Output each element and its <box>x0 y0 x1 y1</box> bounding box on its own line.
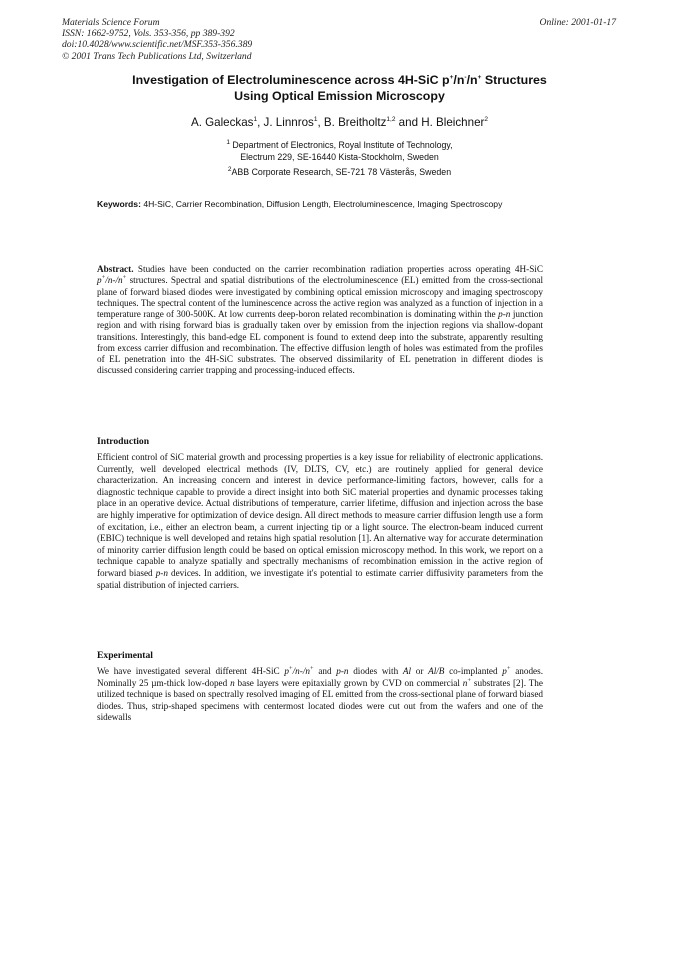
copyright-line: © 2001 Trans Tech Publications Ltd, Switzerland <box>62 50 252 62</box>
affiliation-1-text-a: Department of Electronics, Royal Institute of Technology, <box>229 140 453 150</box>
affiliation-1-number: 1 <box>226 139 230 147</box>
abstract-text-3: junction region and with rising forward bias is gradually taken over by emission from the injection regions via shallow-dopant transitions. Interestingly, this band-edge EL component is found to extend deep into the substrate, apparently resulting from excess carrier diffusion and recombination. The effective diffusion length of holes was estimated from the profiles of EL penetration into the 4H-SiC substrates. The observed dissimilarity of EL penetration in different diodes is discussed considering carrier trapping and processing-induced effects. <box>97 309 543 376</box>
title-text-c: /n <box>466 73 478 87</box>
affiliation-2-text: ABB Corporate Research, SE-721 78 Västerås, Sweden <box>231 167 452 177</box>
abstract-label: Abstract. <box>97 264 134 274</box>
affiliation-2-number: 2 <box>227 166 232 174</box>
introduction-text-1: Efficient control of SiC material growth and processing properties is a key issue for reliability of electronic applications. Currently, well developed electrical methods (IV, DLTS, CV, etc.) are routinely applied for general device characterization. An increasing concern and interest in device performance-limiting factors, however, calls for a diagnostic technique capable to provide a direct insight into both SiC material properties and dynamic processes taking place in an operative device. Actual distributions of temperature, carrier lifetime, diffusion and injection across the base are highly imperative for optimization of device design. All direct methods to measure carrier diffusion length use a form of excitation, i.e., either an electron beam, a current injecting tip or a light source. The electron-beam induced current (EBIC) technique is well developed and retains high spatial resolution [1]. An alternative way for accurate determination of minority carrier diffusion length could be based on optical emission microscopy method. In this work, we report on a technique capable to analyze spatially and spectrally mechanisms of recombination emission in the active region of forward biased <box>97 452 543 578</box>
author-2-affil: 1 <box>313 116 318 124</box>
exp-sup-4: + <box>467 676 472 684</box>
exp-p: p <box>284 666 289 676</box>
exp-n3: n <box>462 677 468 688</box>
abstract <box>97 264 543 377</box>
keywords <box>97 199 539 211</box>
abstract-sup-1: + <box>101 274 106 282</box>
affiliation-1 <box>62 140 617 163</box>
introduction-heading: Introduction <box>97 436 150 447</box>
exp-pn: p-n <box>336 666 349 676</box>
issn-line: ISSN: 1662-9752, Vols. 353-356, pp 389-392 <box>62 28 235 40</box>
exp-p2: p <box>502 666 507 676</box>
exp-text-2: and <box>313 666 337 676</box>
exp-alb: Al/B <box>428 666 445 676</box>
abstract-sup-2: + <box>122 274 127 282</box>
exp-text-3: diodes with <box>348 666 403 676</box>
exp-sup-1: + <box>288 664 293 672</box>
journal-header <box>62 17 422 62</box>
exp-al: Al <box>402 666 412 676</box>
author-1: A. Galeckas <box>190 116 254 129</box>
introduction-text-2: devices. In addition, we investigate it's potential to estimate carrier diffusivity parameters from the spatial distribution of injected carriers. <box>97 567 543 590</box>
author-4-affil: 2 <box>484 116 489 124</box>
title-sup-3: + <box>477 73 482 81</box>
affiliation-2 <box>62 167 617 179</box>
experimental-paragraph <box>97 666 543 724</box>
exp-sup-2: + <box>309 664 314 672</box>
title-sup-2: - <box>464 73 467 81</box>
experimental-heading: Experimental <box>97 650 153 661</box>
author-3: , B. Breitholtz <box>317 116 387 129</box>
exp-text-4: or <box>411 666 429 676</box>
title-text-a: Investigation of Electroluminescence across 4H-SiC p <box>132 73 450 87</box>
online-date: Online: 2001-01-17 <box>539 17 616 28</box>
abstract-n: /n-/n <box>105 275 123 286</box>
author-1-affil: 1 <box>253 116 258 124</box>
abstract-pn: p-n <box>498 309 511 319</box>
title-line-2: Using Optical Emission Microscopy <box>234 89 445 103</box>
author-list <box>62 116 617 129</box>
exp-text-5: co-implanted <box>444 666 503 676</box>
introduction-paragraph <box>97 452 543 591</box>
exp-text-1: We have investigated several different 4H-SiC <box>97 666 285 676</box>
author-3-affil: 1,2 <box>386 116 396 124</box>
introduction-pn: p-n <box>155 567 168 578</box>
author-2: , J. Linnros <box>257 116 314 129</box>
exp-text-6: anodes. Nominally 25 µm-thick low-doped <box>97 666 544 688</box>
exp-sup-3: + <box>506 664 511 672</box>
affiliation-1-line-1 <box>62 140 617 152</box>
title-line-1 <box>62 72 617 88</box>
title-text-b: /n <box>453 73 465 87</box>
journal-name: Materials Science Forum <box>62 17 160 28</box>
paper-title <box>62 72 617 104</box>
doi-line: doi:10.4028/www.scientific.net/MSF.353-356.389 <box>62 39 253 51</box>
affiliation-1-line-2: Electrum 229, SE-16440 Kista-Stockholm, Sweden <box>240 151 439 162</box>
title-sup-1: + <box>449 73 454 81</box>
abstract-p: p <box>97 275 102 286</box>
abstract-text-1: Studies have been conducted on the carrier recombination radiation properties across operating 4H-SiC <box>133 264 543 274</box>
abstract-text-2: structures. Spectral and spatial distributions of the electroluminescence (EL) emitted from the cross-sectional plane of forward biased diodes were investigated by combining optical emission microscopy and imaging spectroscopy techniques. The spectral content of the luminescence across the active region was analyzed as a function of injection in a temperature range of 300-500K. At low currents deep-boron related recombination is dominating within the <box>97 275 543 319</box>
keywords-label: Keywords: <box>97 199 141 209</box>
exp-n: /n-/n <box>292 666 310 676</box>
title-text-d: Structures <box>481 73 547 87</box>
exp-text-8: substrates [2]. The utilized technique is based on spectrally resolved imaging of EL emitted from the cross-sectional plane of forward biased diodes. Thus, strip-shaped specimens with centermost located diodes were cut out from the wafers and one of the sidewalls <box>97 677 543 723</box>
exp-text-7: base layers were epitaxially grown by CVD on commercial <box>234 677 463 688</box>
exp-n2: n <box>230 677 235 688</box>
keywords-text: 4H-SiC, Carrier Recombination, Diffusion Length, Electroluminescence, Imaging Spectroscopy <box>140 199 503 209</box>
author-4: and H. Bleichner <box>395 116 485 129</box>
